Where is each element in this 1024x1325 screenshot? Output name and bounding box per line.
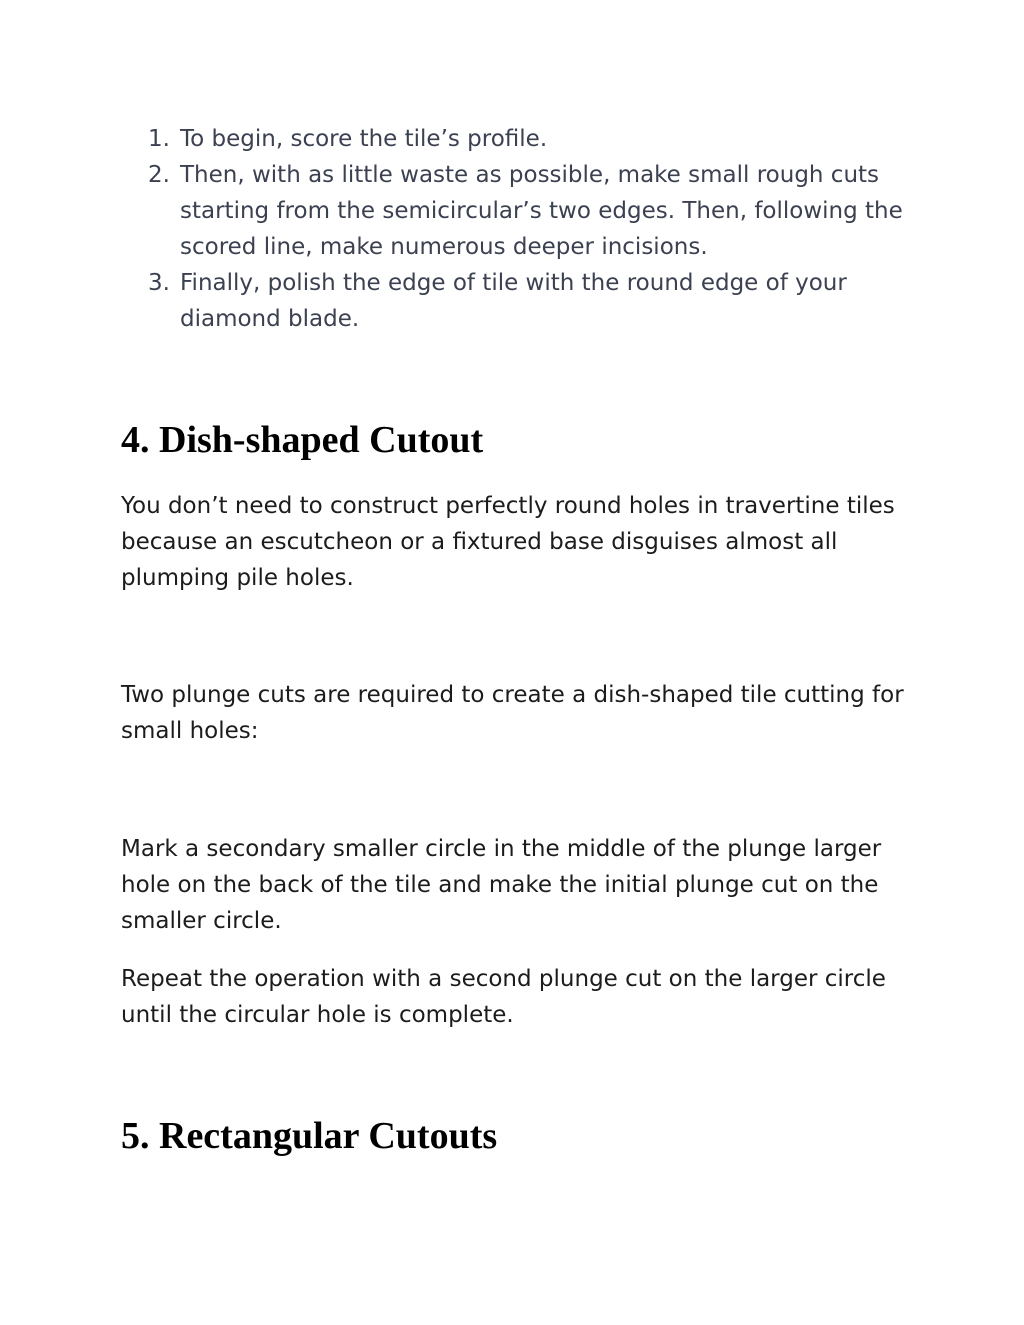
list-item — [148, 265, 908, 337]
list-item-text: To begin, score the tile’s profile. — [180, 126, 548, 152]
list-item-text: Then, with as little waste as possible, make small rough cuts starting from the semicircular’s two edges. Then, following the scored line, make numerous deeper incisions. — [180, 162, 903, 260]
paragraph-mark-circle: Mark a secondary smaller circle in the middle of the plunge larger hole on the back of the tile and make the initial plunge cut on the smaller circle. — [121, 836, 882, 934]
list-item-number: 3. — [148, 270, 170, 296]
list-item-number: 2. — [148, 162, 170, 188]
list-item-text: Finally, polish the edge of tile with the round edge of your diamond blade. — [180, 270, 847, 332]
paragraph-plunge-cuts: Two plunge cuts are required to create a dish-shaped tile cutting for small holes: — [121, 682, 904, 744]
list-item — [148, 121, 908, 157]
steps-list — [148, 121, 908, 337]
section-heading-rectangular-cutouts: 5. Rectangular Cutouts — [121, 1115, 498, 1157]
paragraph-intro: You don’t need to construct perfectly round holes in travertine tiles because an escutcheon or a fixtured base disguises almost all plumping pile holes. — [121, 493, 895, 591]
section-heading-dish-shaped-cutout: 4. Dish-shaped Cutout — [121, 419, 484, 461]
list-item-number: 1. — [148, 126, 170, 152]
paragraph-repeat-operation: Repeat the operation with a second plunge cut on the larger circle until the circular hole is complete. — [121, 966, 886, 1028]
list-item — [148, 157, 908, 265]
